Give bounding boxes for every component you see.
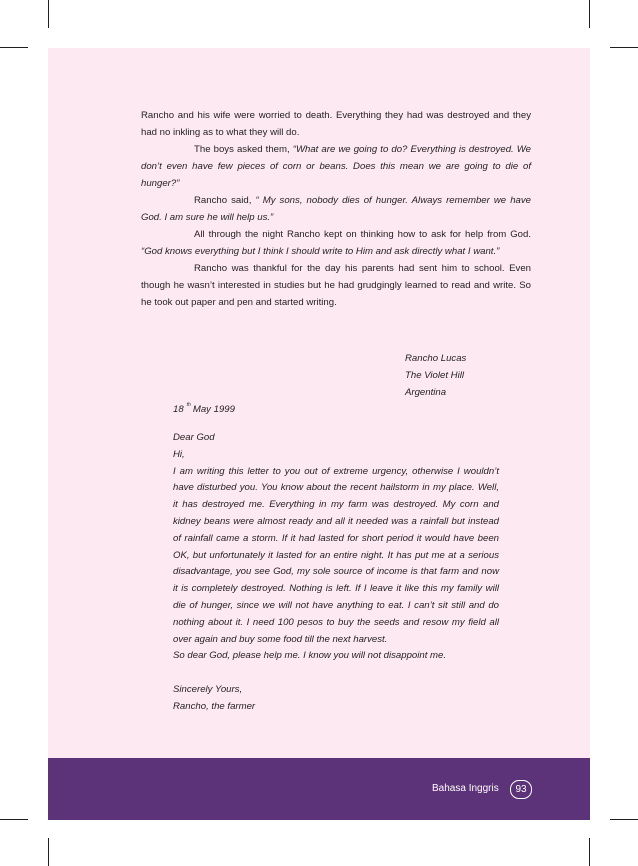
narrative-plain: All through the night Rancho kept on thinking how to ask for help from God.	[194, 229, 531, 240]
address-country: Argentina	[405, 387, 447, 398]
crop-mark	[610, 47, 638, 48]
narrative-paragraph-4	[141, 226, 531, 260]
address-street: The Violet Hill	[405, 370, 465, 381]
date-day: 18	[173, 404, 184, 415]
date-month-year: May 1999	[192, 404, 235, 415]
narrative-paragraph-1: Rancho and his wife were worried to death. Everything they had was destroyed and they had no inkling as to what they will do.	[141, 110, 531, 138]
narrative-text	[141, 107, 531, 311]
date-suffix: th	[186, 402, 191, 408]
page-number: 93	[510, 780, 532, 799]
footer-band	[48, 758, 590, 820]
letter-signature: Rancho, the farmer	[173, 700, 256, 712]
footer-book-title: Bahasa Inggris	[432, 783, 499, 794]
letter-body: I am writing this letter to you out of extreme urgency, otherwise I wouldn’t have disturbed you. You know about the recent hailstorm in my place. Well, it has destroyed me. Everything in my farm was destroyed. My corn and kidney beans were almost ready and all it needed was a rainfall but instead of rainfall came a storm. If it had lasted for short period it would have been OK, but unfortunately it lasted for an entire night. It has put me at a serious disadvantage, you see God, my sole source of income is that farm and now it is completely destroyed. Nothing is left. If I leave it like this my family will die of hunger, since we will not have anything to eat. I can’t sit still and do nothing about it. I need 100 pesos to buy the seeds and resow my field all over again and buy some food till the next harvest.	[173, 465, 499, 645]
narrative-paragraph-2	[141, 141, 531, 192]
letter-spacer	[173, 665, 499, 682]
crop-mark	[0, 819, 28, 820]
narrative-plain: The boys asked them,	[194, 144, 293, 155]
letter-signoff: Sincerely Yours,	[173, 683, 243, 695]
letter-greeting: Hi,	[173, 448, 185, 460]
letter-salutation: Dear God	[173, 432, 215, 443]
letter-date	[173, 402, 235, 415]
crop-mark	[48, 838, 49, 866]
narrative-paragraph-5: Rancho was thankful for the day his parents had sent him to school. Even though he wasn’t interested in studies but he had grudgingly learned to read and write. So he took out paper and pen and started writing.	[141, 263, 531, 308]
crop-mark	[610, 819, 638, 820]
letter	[173, 430, 499, 716]
narrative-quote: “What are we going to do? Everything is destroyed. We don’t even have few pieces of corn or beans. Does this mean we are going to die of hunger?”	[141, 144, 531, 189]
address-name: Rancho Lucas	[405, 353, 467, 364]
narrative-paragraph-3	[141, 192, 531, 226]
crop-mark	[48, 0, 49, 28]
letter-closing-line: So dear God, please help me. I know you will not disappoint me.	[173, 650, 447, 662]
crop-mark	[0, 47, 28, 48]
narrative-quote: “God knows everything but I think I should write to Him and ask directly what I want.”	[141, 246, 500, 257]
narrative-plain: Rancho said,	[194, 195, 256, 206]
narrative-quote: “ My sons, nobody dies of hunger. Always remember we have God. I am sure he will help us.”	[141, 195, 531, 223]
sender-address	[405, 350, 466, 401]
crop-mark	[589, 0, 590, 28]
crop-mark	[589, 838, 590, 866]
